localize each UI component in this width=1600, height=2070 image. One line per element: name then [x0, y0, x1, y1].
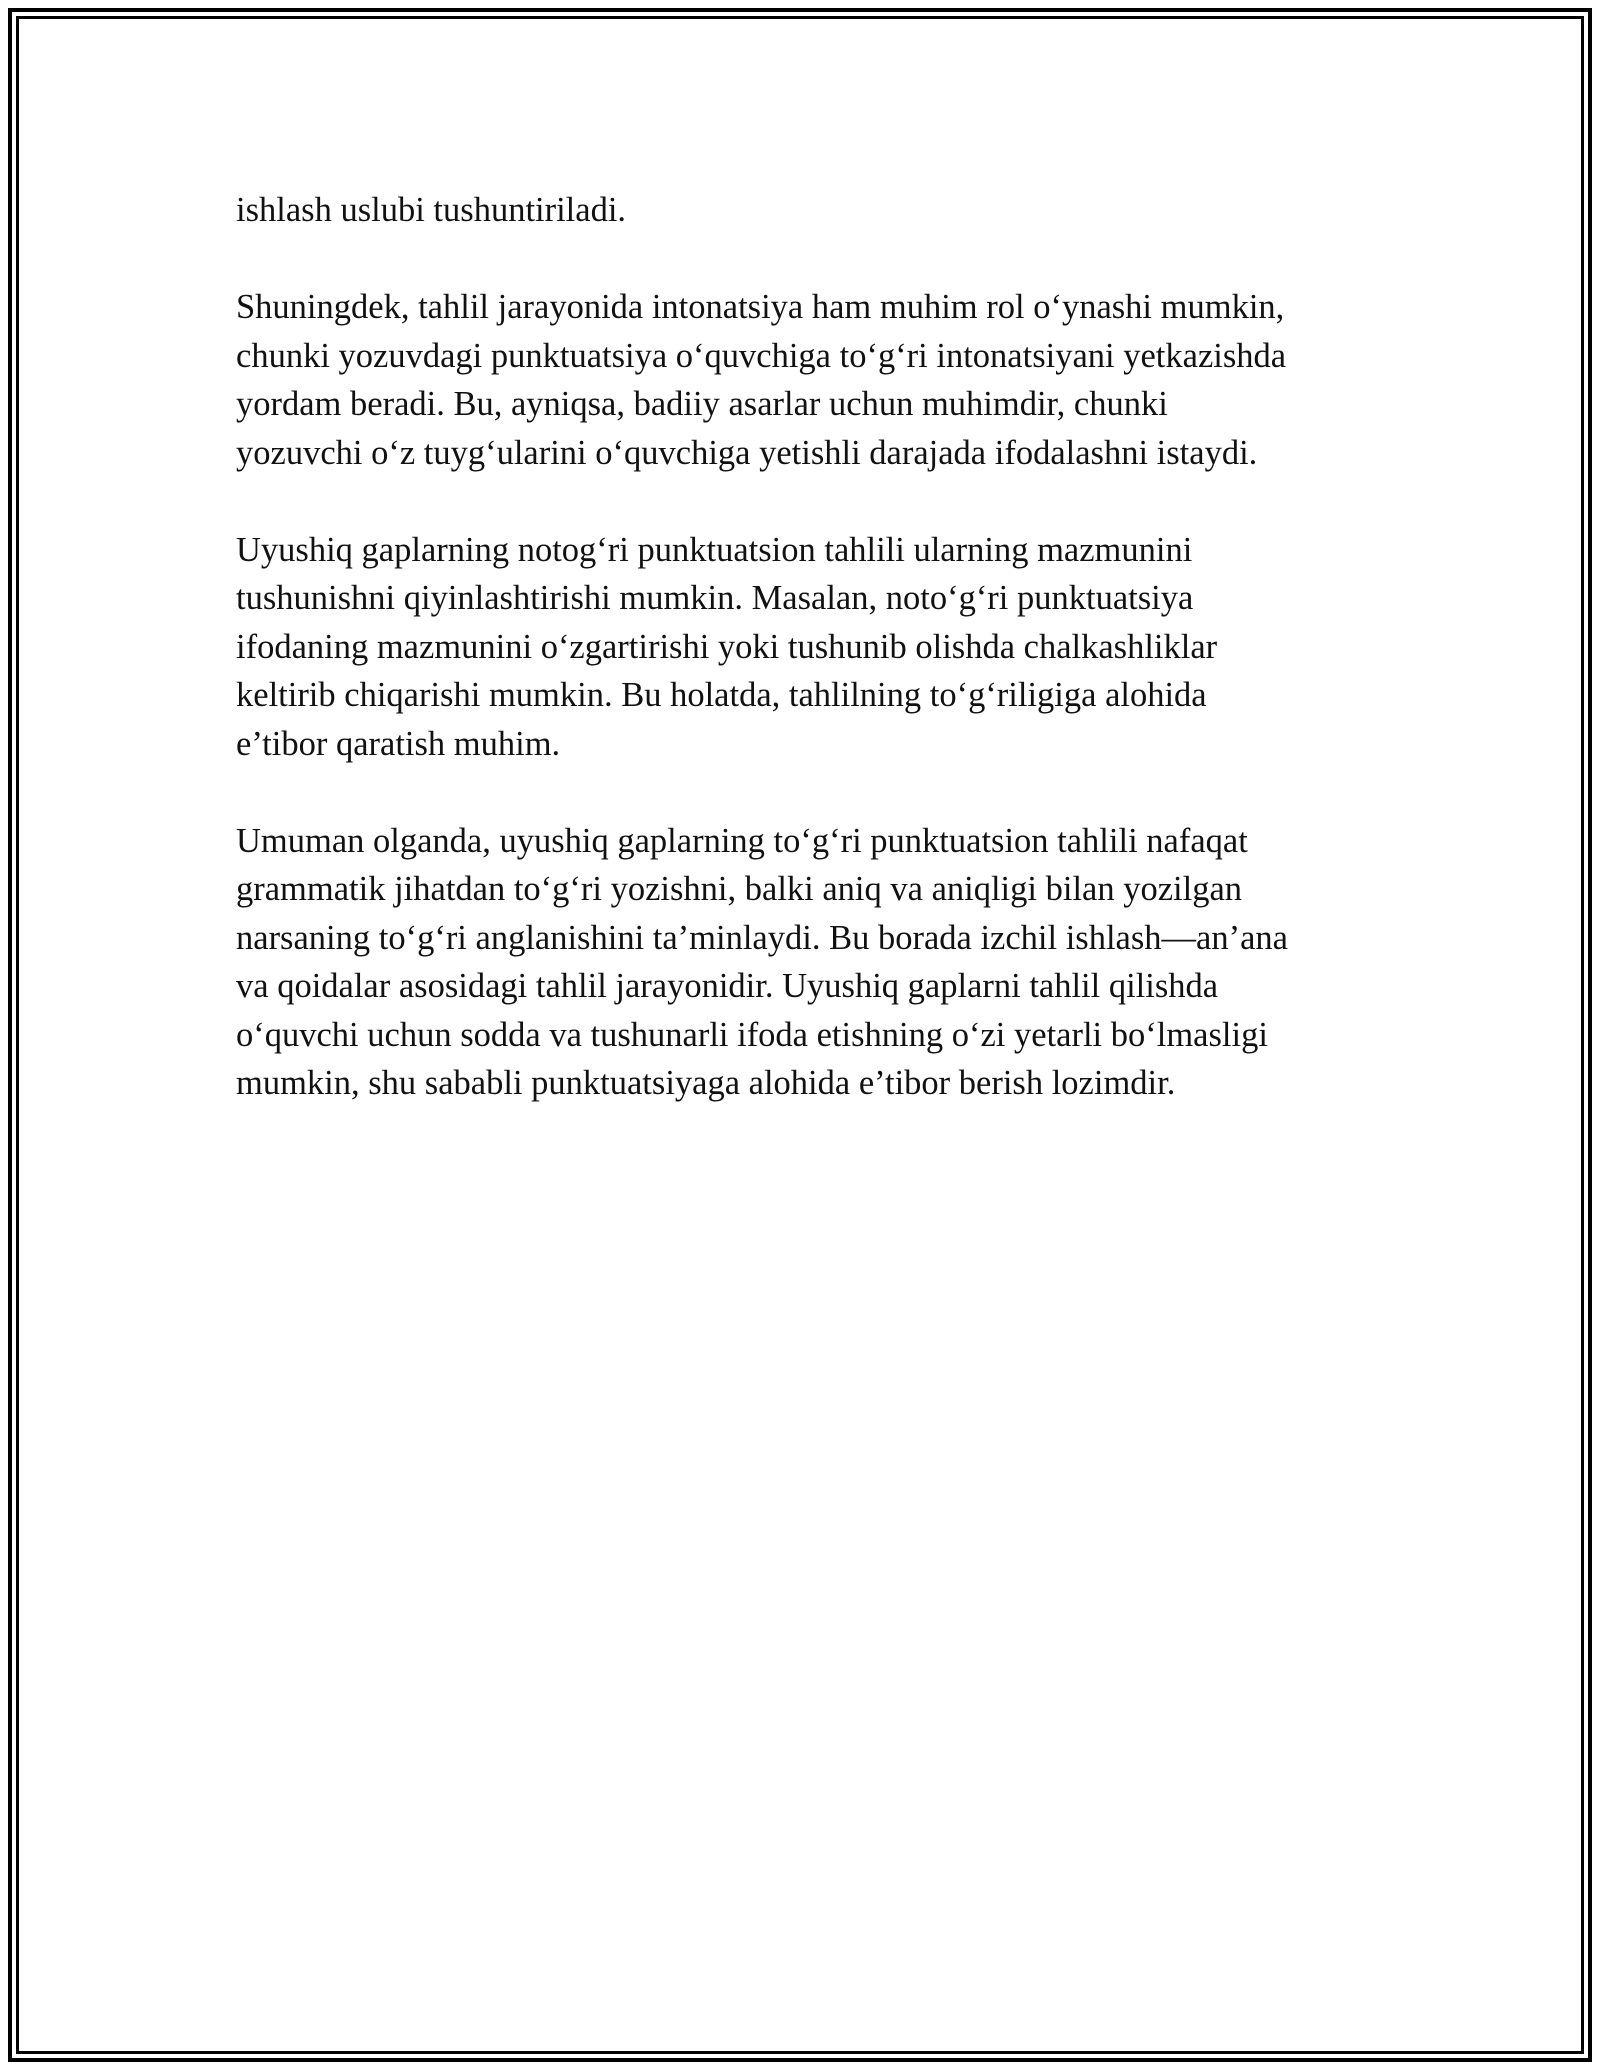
paragraph-2: Shuningdek, tahlil jarayonida intonatsiya ham muhim rol o‘ynashi mumkin, chunki yozuvdagi punktuatsiya o‘quvchiga to‘g‘ri intonatsiyani yetkazishda yordam beradi. Bu, ayniqsa, badiiy asarlar uchun muhimdir, chunki yozuvchi o‘z tuyg‘ularini o‘quvchiga yetishli darajada ifodalashni istaydi.	[236, 288, 1287, 472]
paragraph-4: Umuman olganda, uyushiq gaplarning to‘g‘ri punktuatsion tahlili nafaqat grammatik jihatdan to‘g‘ri yozishni, balki aniq va aniqligi bilan yozilgan narsaning to‘g‘ri anglanishini ta’minlaydi. Bu borada izchil ishlash—an’ana va qoidalar asosidagi tahlil jarayonidir. Uyushiq gaplarni tahlil qilishda o‘quvchi uchun sodda va tushunarli ifoda etishning o‘zi yetarli bo‘lmasligi mumkin, shu sababli punktuatsiyaga alohida e’tibor berish lozimdir.	[236, 821, 1288, 1102]
document-body	[236, 186, 1376, 1156]
paragraph-1: ishlash uslubi tushuntiriladi.	[236, 191, 627, 229]
paragraph-3: Uyushiq gaplarning notog‘ri punktuatsion tahlili ularning mazmunini tushunishni qiyinlashtirishi mumkin. Masalan, noto‘g‘ri punktuatsiya ifodaning mazmunini o‘zgartirishi yoki tushunib olishda chalkashliklar keltirib chiqarishi mumkin. Bu holatda, tahlilning to‘g‘riligiga alohida e’tibor qaratish muhim.	[236, 530, 1218, 763]
